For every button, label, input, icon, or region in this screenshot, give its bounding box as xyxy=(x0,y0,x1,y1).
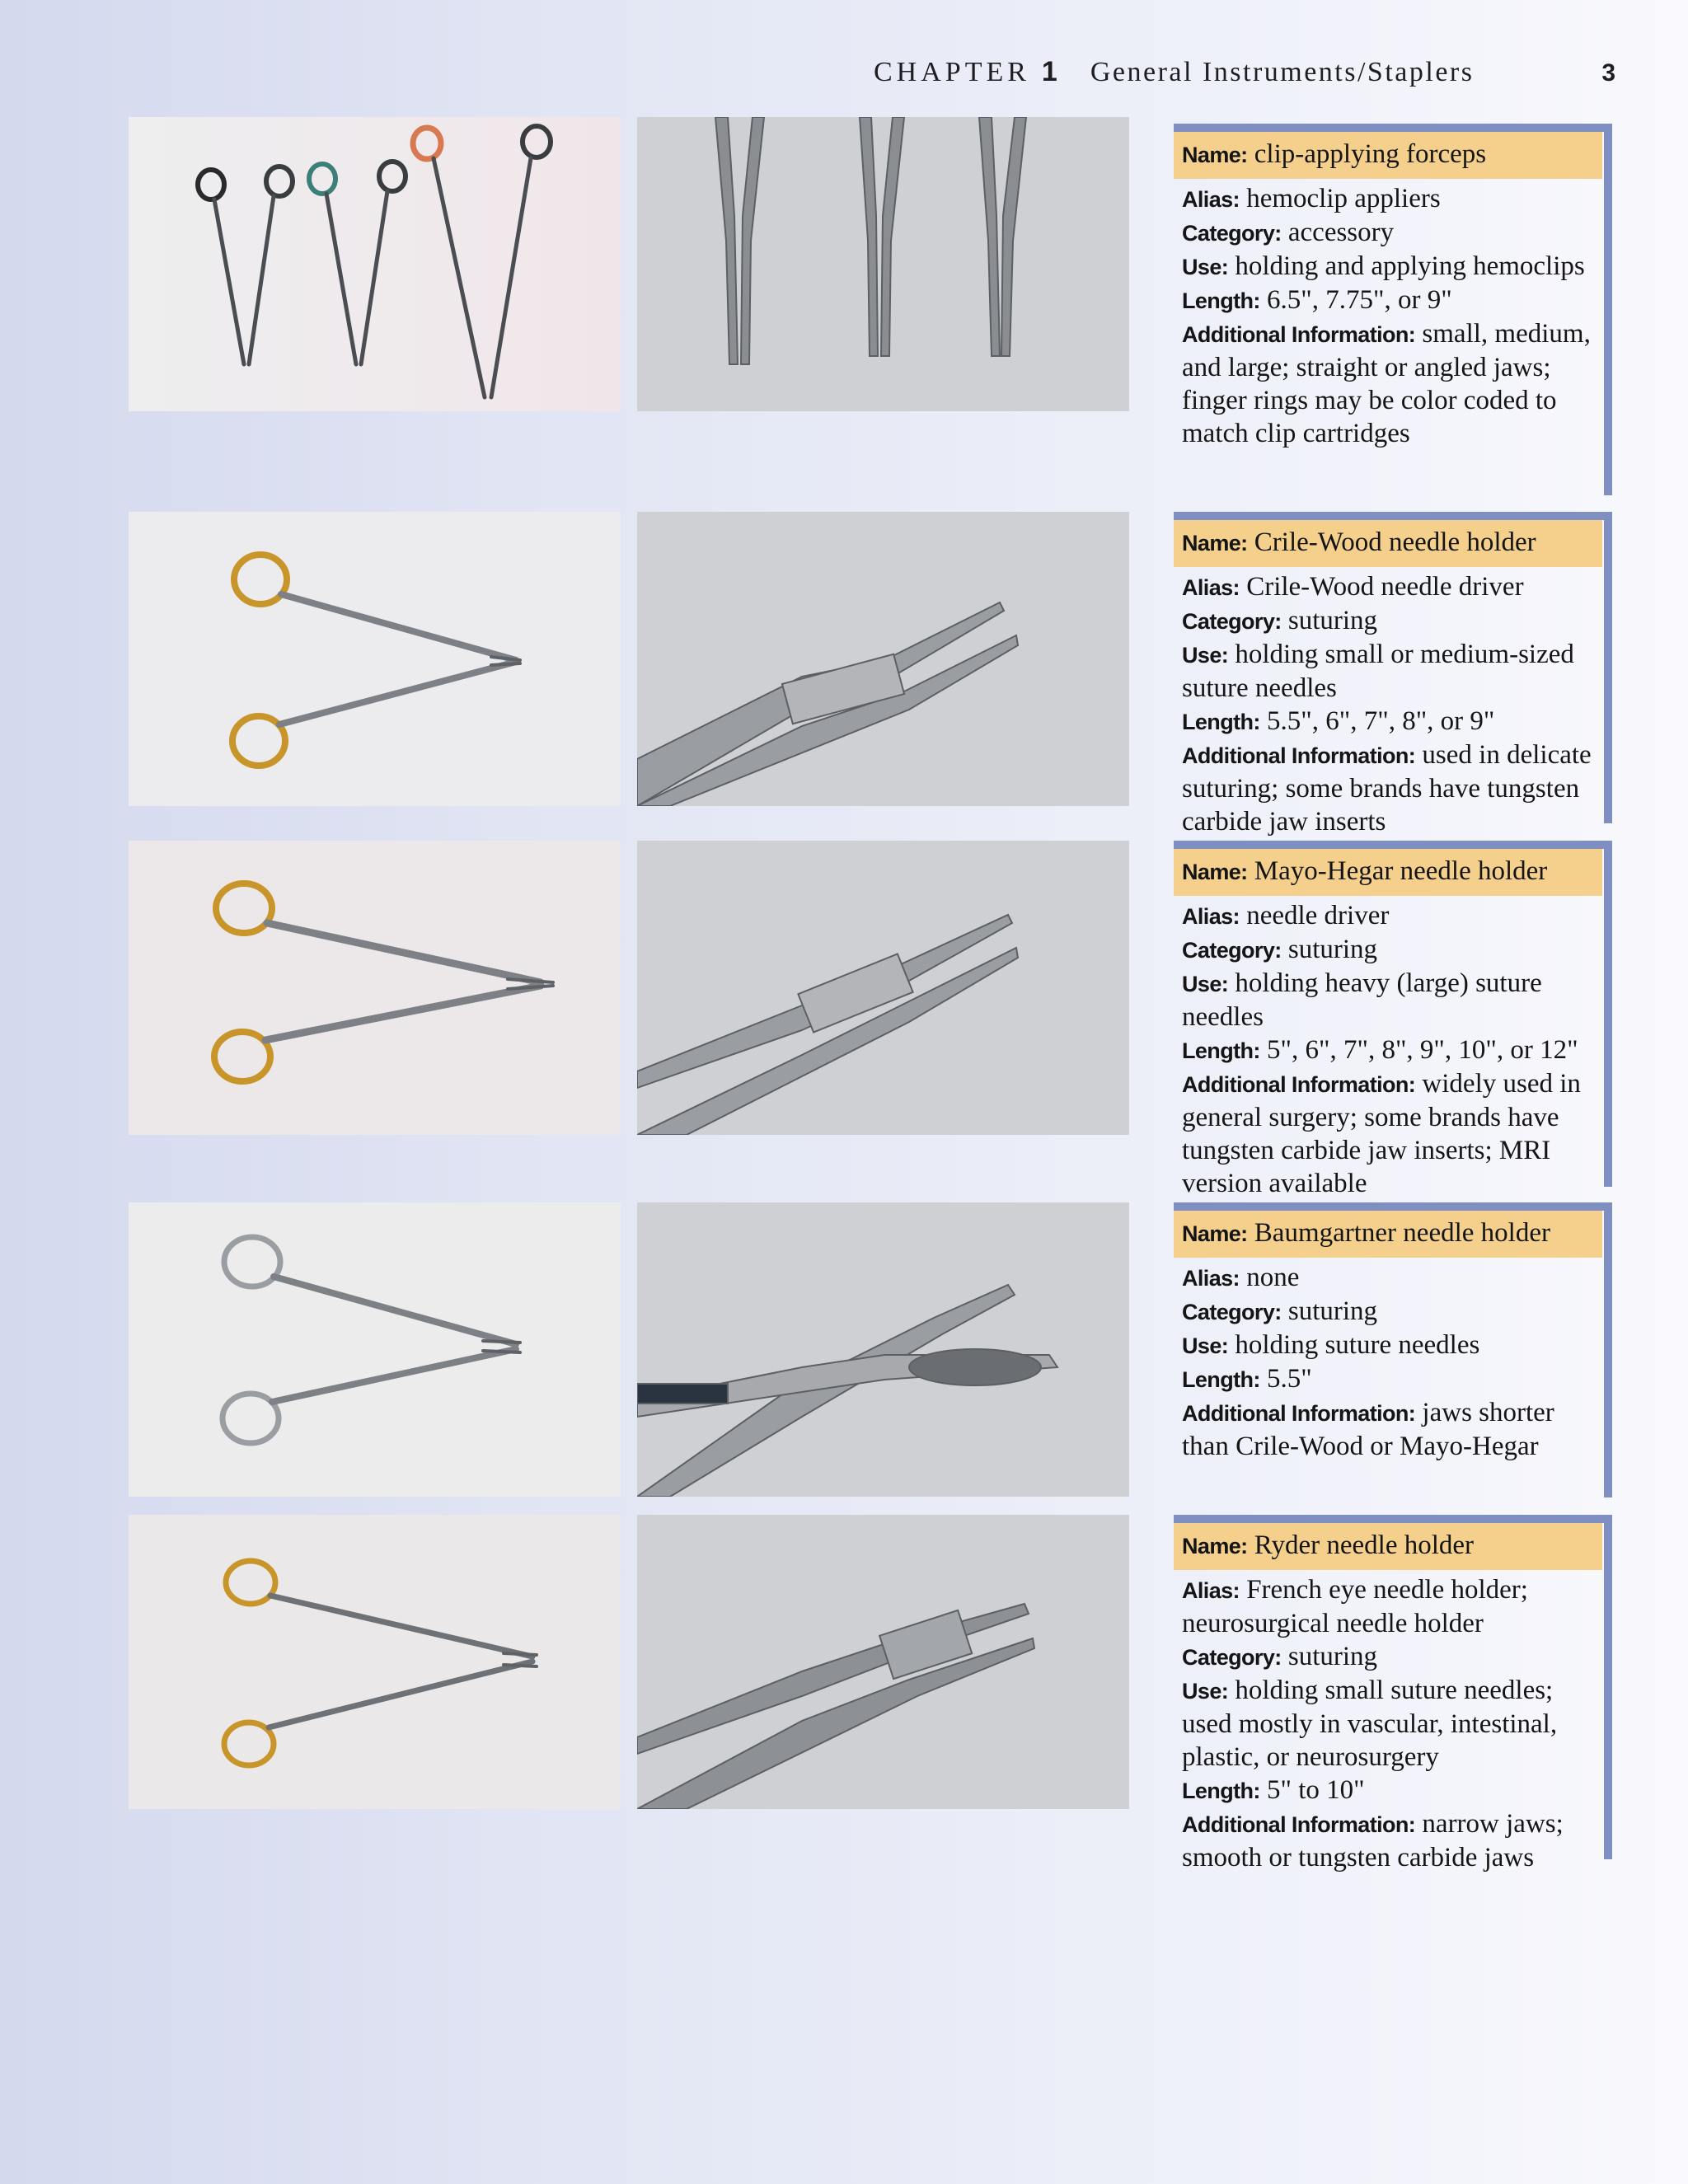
instrument-use: Use: holding suture needles xyxy=(1182,1330,1480,1360)
instrument-card xyxy=(1174,1515,1612,1872)
instrument-name-band: Name: clip-applying forceps xyxy=(1174,132,1602,179)
instrument-additional-info: Additional Information: used in delicate suturing; some brands have tungsten carbide jaw inserts xyxy=(1182,740,1592,837)
instrument-name-band: Name: Ryder needle holder xyxy=(1174,1523,1602,1570)
chapter-number: 1 xyxy=(1041,56,1057,87)
instrument-name: Ryder needle holder xyxy=(1254,1530,1475,1560)
instrument-card xyxy=(1174,1202,1612,1497)
instrument-use: Use: holding small or medium-sized suture needles xyxy=(1182,640,1574,703)
instrument-category: Category: suturing xyxy=(1182,606,1378,635)
instrument-alias: Alias: French eye needle holder; neurosurgical needle holder xyxy=(1182,1575,1528,1638)
chapter-title: General Instruments/Staplers xyxy=(1090,57,1475,87)
clip-forceps-full-photo xyxy=(129,117,621,411)
instrument-alias: Alias: none xyxy=(1182,1263,1300,1292)
instrument-length: Length: 5.5", 6", 7", 8", or 9" xyxy=(1182,706,1495,736)
instrument-name-band: Name: Crile-Wood needle holder xyxy=(1174,520,1602,567)
instrument-category: Category: suturing xyxy=(1182,935,1378,964)
page-number: 3 xyxy=(1601,59,1615,87)
baumgartner-full-photo xyxy=(129,1202,621,1497)
instrument-length: Length: 5.5" xyxy=(1182,1364,1312,1394)
instrument-alias: Alias: Crile-Wood needle driver xyxy=(1182,572,1524,602)
instrument-name-band: Name: Baumgartner needle holder xyxy=(1174,1211,1602,1258)
instrument-category: Category: suturing xyxy=(1182,1642,1378,1671)
instrument-use: Use: holding heavy (large) suture needles xyxy=(1182,968,1542,1032)
instrument-alias: Alias: needle driver xyxy=(1182,901,1390,930)
crile-wood-tip-photo xyxy=(637,512,1129,806)
instrument-name: Crile-Wood needle holder xyxy=(1254,527,1536,557)
instrument-card xyxy=(1174,841,1612,1198)
instrument-name-band: Name: Mayo-Hegar needle holder xyxy=(1174,849,1602,896)
running-header xyxy=(874,56,1615,97)
mayo-hegar-full-photo xyxy=(129,841,621,1135)
instrument-name: clip-applying forceps xyxy=(1254,139,1487,169)
baumgartner-tip-photo xyxy=(637,1202,1129,1497)
instrument-length: Length: 5", 6", 7", 8", 9", 10", or 12" xyxy=(1182,1035,1578,1065)
instrument-additional-info: Additional Information: jaws shorter than Crile-Wood or Mayo-Hegar xyxy=(1182,1398,1554,1461)
instrument-use: Use: holding and applying hemoclips xyxy=(1182,251,1585,281)
chapter-word: CHAPTER xyxy=(874,57,1030,87)
instrument-name: Baumgartner needle holder xyxy=(1254,1218,1550,1248)
instrument-name: Mayo-Hegar needle holder xyxy=(1254,856,1548,886)
instrument-additional-info: Additional Information: small, medium, and large; straight or angled jaws; finger rings may be color coded to match clip cartridges xyxy=(1182,319,1591,448)
instrument-additional-info: Additional Information: widely used in general surgery; some brands have tungsten carbide jaw inserts; MRI version available xyxy=(1182,1069,1581,1198)
mayo-hegar-tip-photo xyxy=(637,841,1129,1135)
clip-forceps-tip-photo xyxy=(637,117,1129,411)
instrument-use: Use: holding small suture needles; used mostly in vascular, intestinal, plastic, or neurosurgery xyxy=(1182,1675,1558,1772)
instrument-category: Category: suturing xyxy=(1182,1296,1378,1326)
instrument-alias: Alias: hemoclip appliers xyxy=(1182,184,1441,213)
instrument-card xyxy=(1174,124,1612,495)
instrument-additional-info: Additional Information: narrow jaws; smooth or tungsten carbide jaws xyxy=(1182,1809,1564,1872)
crile-wood-full-photo xyxy=(129,512,621,806)
instrument-length: Length: 6.5", 7.75", or 9" xyxy=(1182,285,1452,315)
ryder-full-photo xyxy=(129,1515,621,1809)
ryder-tip-photo xyxy=(637,1515,1129,1809)
instrument-card xyxy=(1174,512,1612,837)
instrument-category: Category: accessory xyxy=(1182,218,1395,247)
instrument-length: Length: 5" to 10" xyxy=(1182,1775,1365,1805)
